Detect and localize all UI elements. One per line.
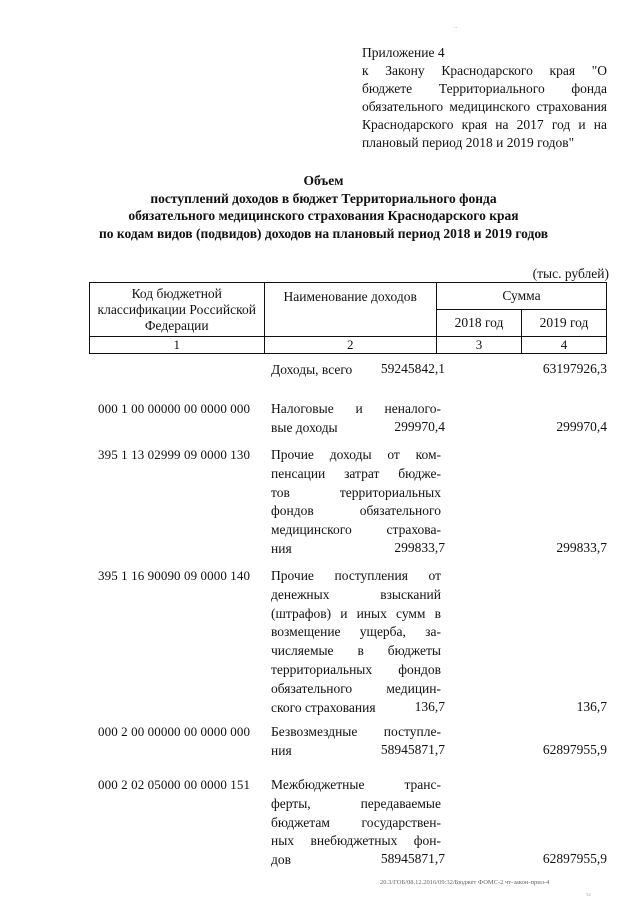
row-value-2018: 136,7 xyxy=(414,698,445,714)
row-name-line: возмещение ущерба, за- xyxy=(271,624,441,640)
row-name-line: Налоговые и неналого- xyxy=(271,401,441,416)
row-code: 000 2 02 05000 00 0000 151 xyxy=(98,777,251,792)
row-value-2018: 58945871,7 xyxy=(380,741,445,757)
row-value-2019: 299833,7 xyxy=(556,540,607,555)
row-code: 395 1 13 02999 09 0000 130 xyxy=(98,447,251,462)
header-col-num-4: 4 xyxy=(521,337,606,354)
row-value-2019: 299970,4 xyxy=(556,418,607,434)
header-year-2018: 2018 год xyxy=(436,310,521,337)
title-line-4: по кодам видов (подвидов) доходов на плановый период 2018 и 2019 годов xyxy=(98,225,549,241)
row-name-line: числяемые в бюджеты xyxy=(271,643,441,659)
row-name-line: ных внебюджетных фон- xyxy=(271,833,441,849)
row-value-2018: 299833,7 xyxy=(394,540,445,555)
row-name-line: дов xyxy=(271,852,291,868)
header-col-num-2: 2 xyxy=(264,337,436,354)
row-name-line: ферты, передаваемые xyxy=(271,795,441,811)
document-title xyxy=(40,172,607,242)
header-col-num-1: 1 xyxy=(90,337,265,354)
row-name-line: ского страхования xyxy=(271,699,376,715)
header-code: Код бюджетной классификации Российской Федерации xyxy=(90,283,265,337)
row-name-line: бюджетам государствен- xyxy=(271,814,441,830)
row-name-line: Безвозмездные поступле- xyxy=(271,724,441,739)
header-sum: Сумма xyxy=(436,283,606,310)
title-line-3: обязательного медицинского страхования Краснодарского края xyxy=(128,208,519,223)
row-name-line: территориальных фондов xyxy=(271,661,441,677)
row-name xyxy=(271,567,441,717)
row-name-line: ния xyxy=(271,540,292,556)
row-name-line: Доходы, всего xyxy=(271,362,353,377)
row-name-line: тов территориальных xyxy=(271,484,441,500)
row-name-line: (штрафов) и иных сумм в xyxy=(271,605,441,621)
row-value-2018: 58945871,7 xyxy=(380,851,445,867)
footer-mark: т.с xyxy=(586,893,592,898)
row-value-2018: 59245842,1 xyxy=(380,361,445,376)
row-name-line: обязательного медицин- xyxy=(271,680,441,696)
row-code: 000 1 00 00000 00 0000 000 xyxy=(98,401,251,416)
row-name-line: Прочие поступления от xyxy=(271,568,441,583)
appendix-title: Приложение 4 xyxy=(362,45,445,60)
row-name-line: Межбюджетные транс- xyxy=(271,777,441,792)
header-col-num-3: 3 xyxy=(436,337,521,354)
footer-file-path: 20.3/ГОБ/08.12.2016/09:32/Бюджет ФОМС-2 чт-закон-прил-4 xyxy=(380,879,550,886)
page-mark: .. xyxy=(454,24,457,30)
row-value-2019: 63197926,3 xyxy=(542,361,607,376)
row-code: 395 1 16 90090 09 0000 140 xyxy=(98,568,251,583)
title-line-1: Объем xyxy=(303,173,344,188)
row-value-2019: 136,7 xyxy=(576,698,607,714)
row-code: 000 2 00 00000 00 0000 000 xyxy=(98,724,251,739)
row-value-2018: 299970,4 xyxy=(394,418,445,434)
appendix-body: к Закону Краснодарского края "О бюджете Территориального фонда обязательного медицинского страхования Краснодарского края на 2017 год и на плановый период 2018 и 2019 годов" xyxy=(362,63,607,150)
row-value-2019: 62897955,9 xyxy=(542,741,607,757)
row-name-line: денежных взысканий xyxy=(271,586,441,602)
title-line-2: поступлений доходов в бюджет Территориального фонда xyxy=(150,190,497,206)
units-label: (тыс. рублей) xyxy=(532,266,609,281)
header-year-2019: 2019 год xyxy=(521,310,606,337)
row-name-line: медицинского страхова- xyxy=(271,522,441,538)
row-name-line: вые доходы xyxy=(271,419,338,435)
header-name: Наименование доходов xyxy=(264,283,436,337)
row-name-line: ния xyxy=(271,742,292,758)
table-header xyxy=(89,282,607,354)
appendix-note xyxy=(362,44,607,152)
row-name-line: пенсации затрат бюдже- xyxy=(271,465,441,481)
row-name-line: Прочие доходы от ком- xyxy=(271,447,441,462)
row-name-line: фондов обязательного xyxy=(271,503,441,519)
row-value-2019: 62897955,9 xyxy=(542,851,607,867)
